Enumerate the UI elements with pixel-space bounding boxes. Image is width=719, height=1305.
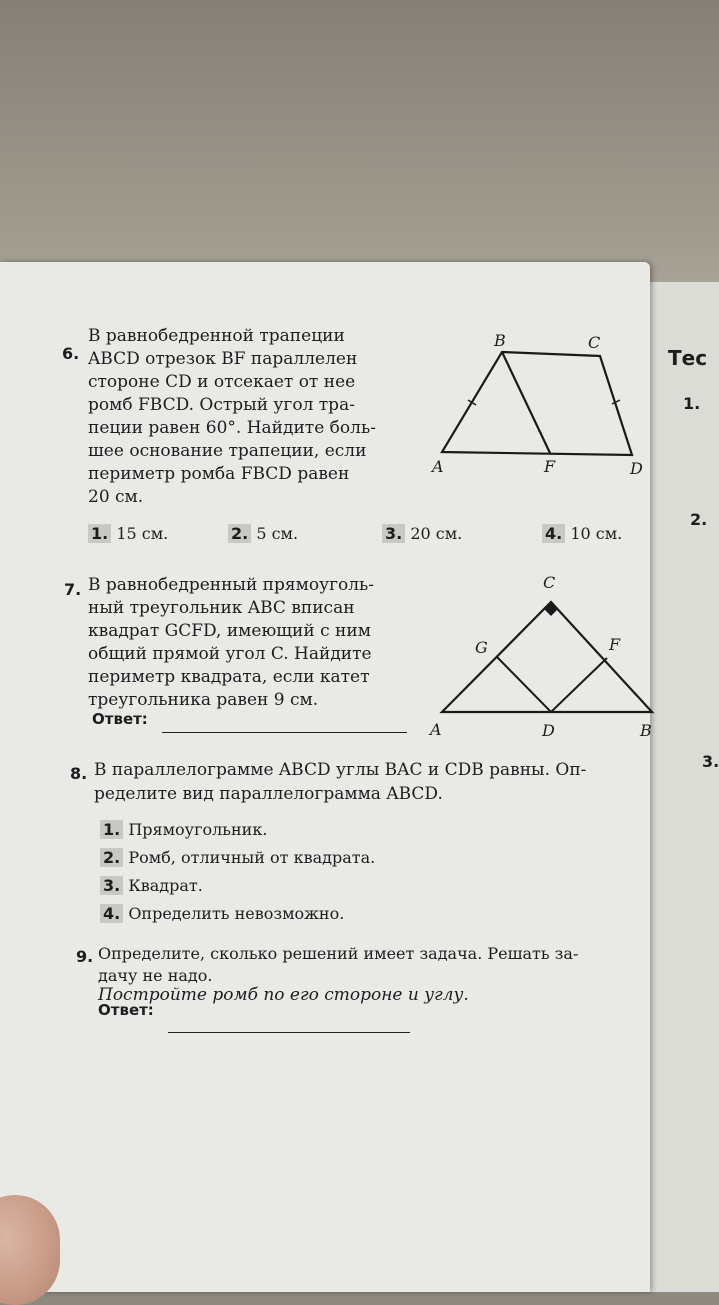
next-page-heading: Тес — [668, 346, 708, 370]
problem-9-line: Определите, сколько решений имеет задача. Решать за- — [98, 944, 579, 963]
problem-8-number: 8. — [70, 764, 88, 783]
problem-6-option-1: 1. 15 см. — [88, 524, 168, 543]
label-a: A — [432, 457, 444, 476]
problem-8-option-2: 2. Ромб, отличный от квадрата. — [100, 848, 375, 867]
problem-7-line: треугольника равен 9 см. — [88, 690, 319, 710]
trapezoid-outline — [442, 352, 632, 455]
label-d: D — [542, 721, 555, 740]
problem-9-task: Постройте ромб по его стороне и углу. — [98, 985, 469, 1005]
problem-8-option-1: 1. Прямоугольник. — [100, 820, 267, 839]
problem-8-option-4: 4. Определить невозможно. — [100, 904, 344, 923]
problem-7-line: общий прямой угол C. Найдите — [88, 644, 372, 664]
problem-6-option-4: 4. 10 см. — [542, 524, 622, 543]
next-page-item-1: 1. — [683, 394, 701, 413]
label-g: G — [475, 638, 488, 657]
textbook-page — [0, 262, 650, 1292]
label-c: C — [588, 333, 601, 352]
trapezoid-figure — [430, 331, 660, 478]
problem-6-line: 20 см. — [88, 487, 144, 507]
problem-8-option-3: 3. Квадрат. — [100, 876, 203, 895]
problem-7-number: 7. — [64, 580, 82, 599]
problem-6-line: ромб FBCD. Острый угол тра- — [88, 395, 355, 415]
problem-6-line: периметр ромба FBCD равен — [88, 464, 350, 484]
next-page — [650, 282, 719, 1292]
problem-8-line: ределите вид параллелограмма ABCD. — [94, 784, 443, 804]
problem-7-answer-field[interactable] — [162, 732, 407, 733]
problem-7-answer-label: Ответ: — [92, 710, 148, 728]
problem-6-line: В равнобедренной трапеции — [88, 326, 345, 346]
segment-bf — [502, 352, 550, 453]
problem-6-line: стороне CD и отсекает от нее — [88, 372, 356, 392]
problem-6-line: ABCD отрезок BF параллелен — [88, 349, 358, 369]
problem-9-answer-label: Ответ: — [98, 1001, 154, 1019]
problem-6-option-3: 3. 20 см. — [382, 524, 462, 543]
triangle-figure — [425, 570, 655, 740]
next-page-item-2: 2. — [690, 510, 708, 529]
problem-6-number: 6. — [62, 344, 80, 363]
problem-7-line: периметр квадрата, если катет — [88, 667, 370, 687]
problem-9-number: 9. — [76, 947, 94, 966]
right-angle-mark — [544, 602, 558, 616]
problem-9-line: дачу не надо. — [98, 966, 213, 985]
problem-6-option-2: 2. 5 см. — [228, 524, 298, 543]
problem-6-line: шее основание трапеции, если — [88, 441, 367, 461]
label-b: B — [494, 331, 506, 350]
problem-7-line: В равнобедренный прямоуголь- — [88, 575, 375, 595]
label-c: C — [543, 573, 556, 592]
next-page-item-3: 3. — [702, 752, 719, 771]
label-f: F — [544, 457, 556, 476]
label-a: A — [430, 720, 442, 739]
label-f: F — [609, 635, 621, 654]
problem-8-line: В параллелограмме ABCD углы BAC и CDB равны. Оп- — [94, 760, 587, 780]
problem-7-line: ный треугольник ABC вписан — [88, 598, 355, 618]
label-b: B — [640, 721, 652, 740]
square-lower-sides — [497, 657, 607, 712]
problem-6-line: пеции равен 60°. Найдите боль- — [88, 418, 376, 438]
background-wall — [0, 0, 719, 300]
problem-9-answer-field[interactable] — [168, 1032, 410, 1033]
problem-7-line: квадрат GCFD, имеющий с ним — [88, 621, 371, 641]
triangle-outline — [442, 602, 652, 712]
label-d: D — [630, 459, 643, 478]
